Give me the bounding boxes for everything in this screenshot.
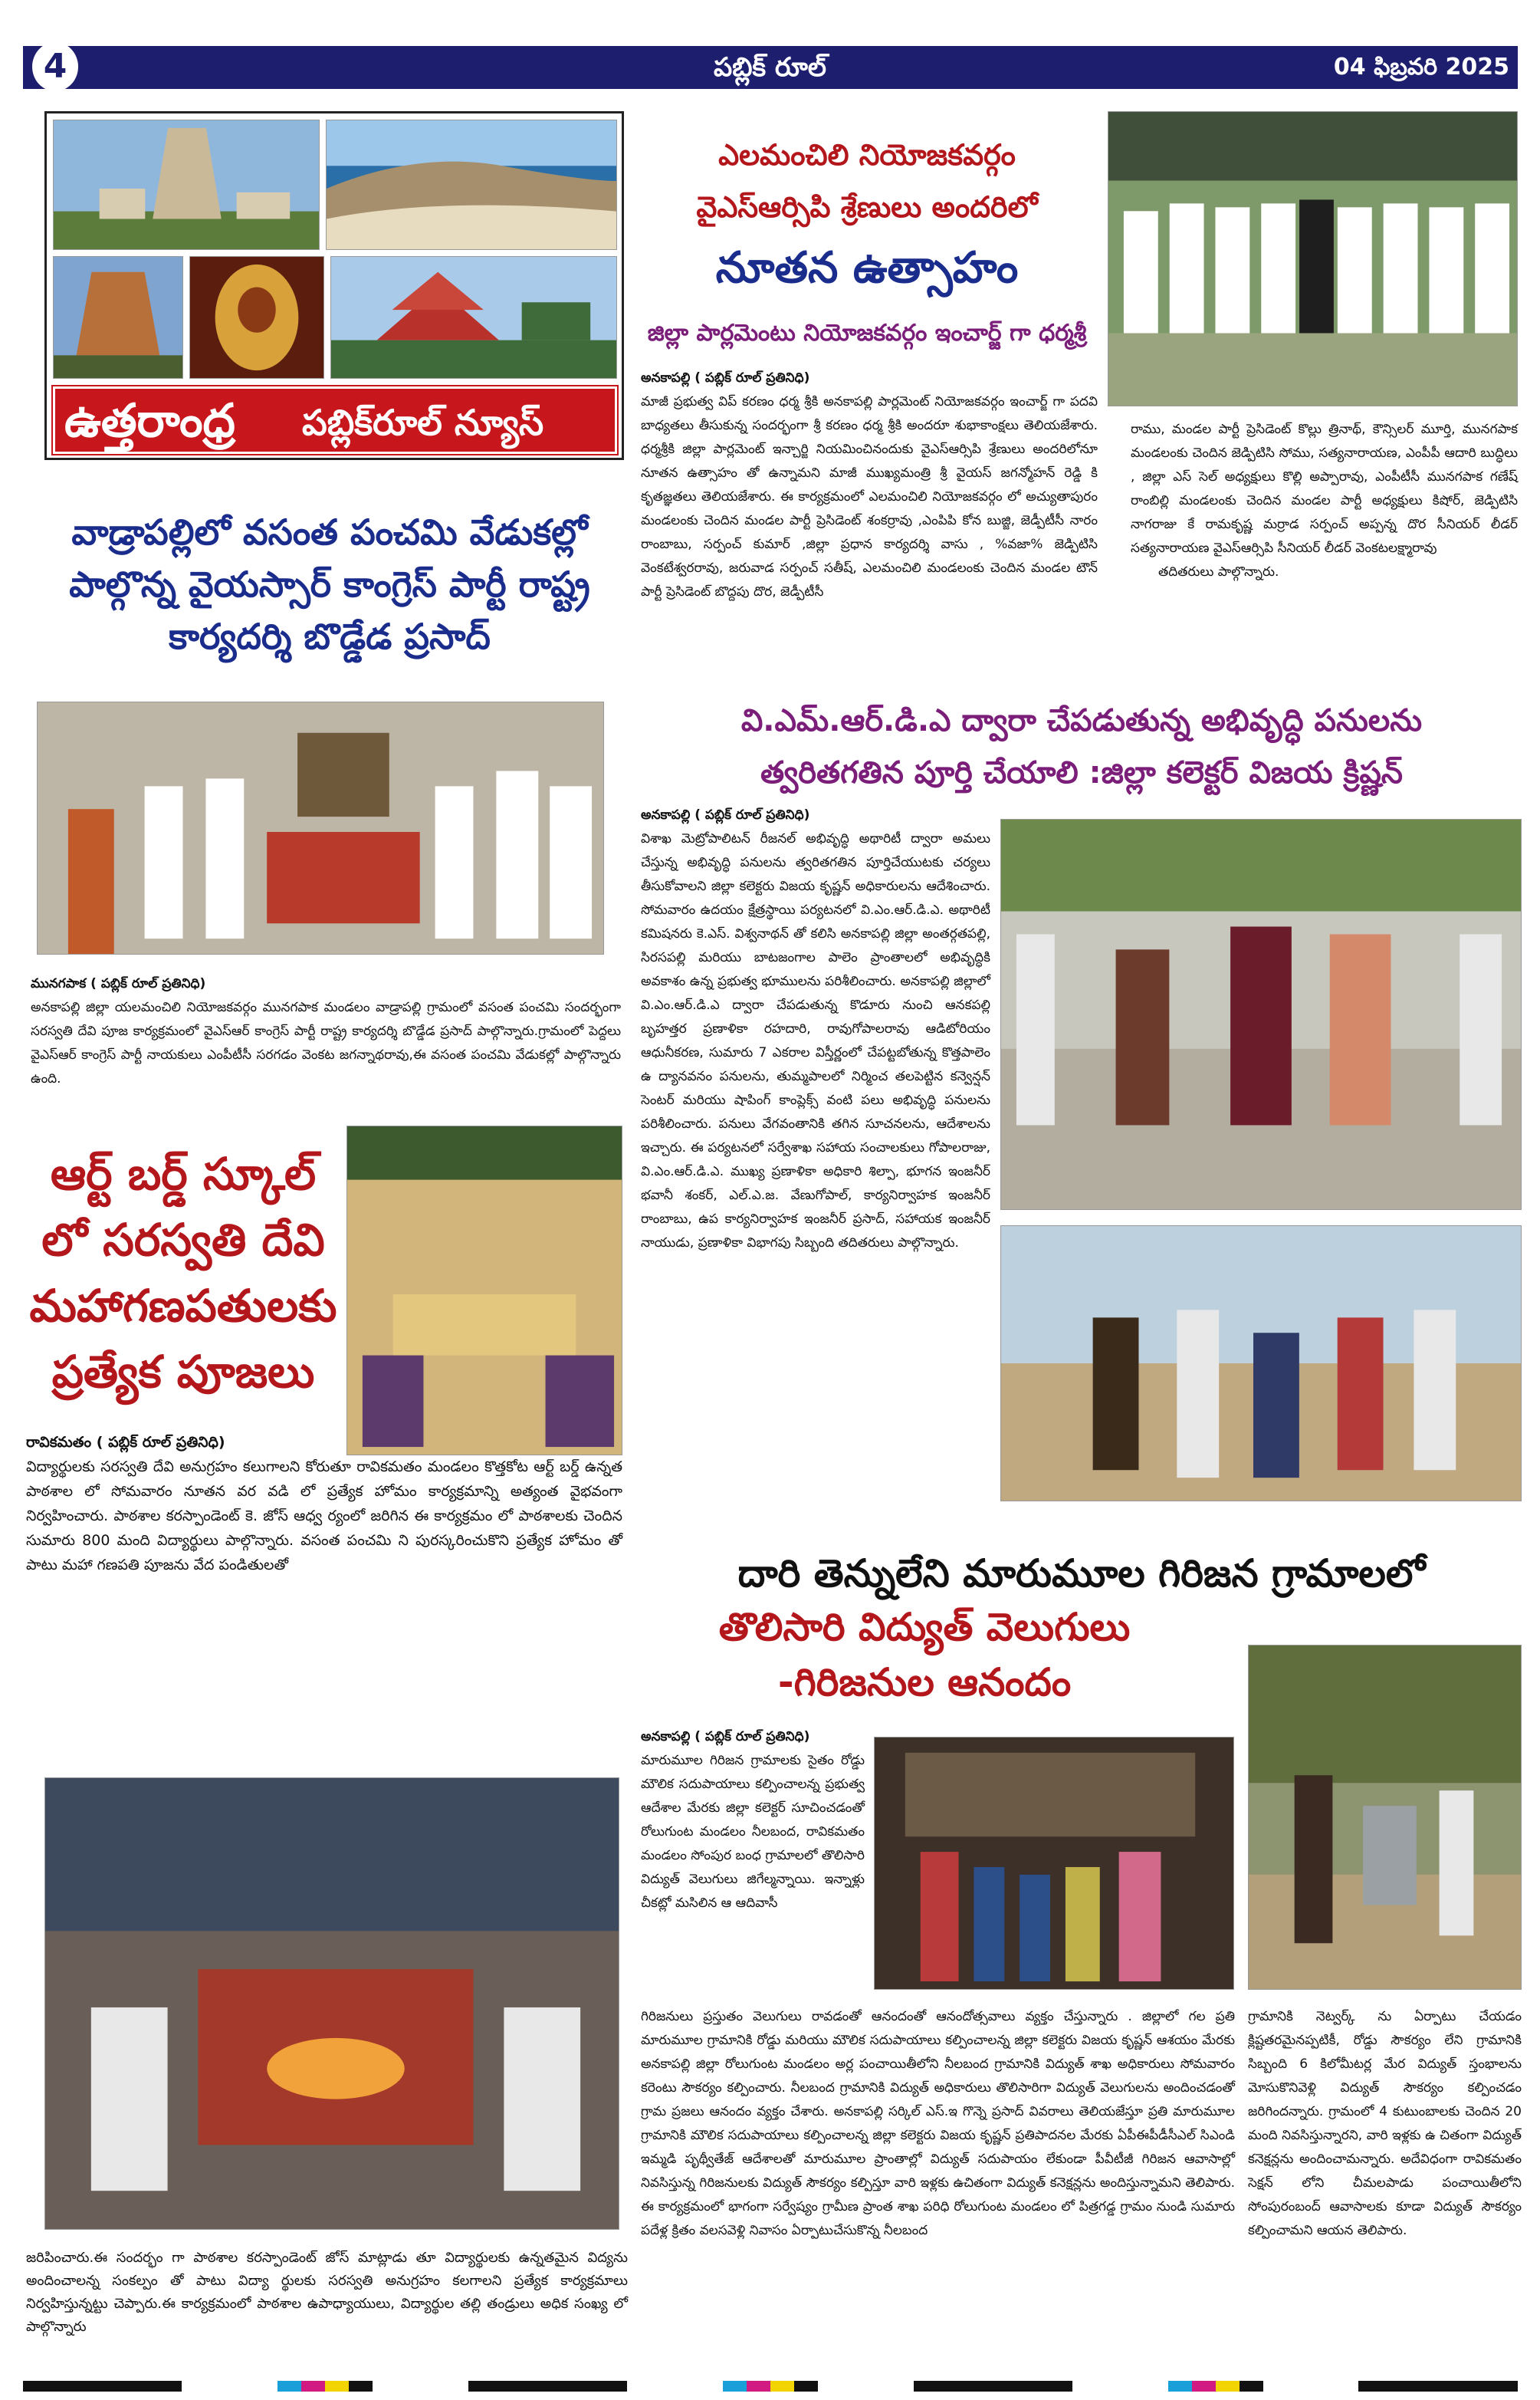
paper-name: పబ్లిక్ రూల్ [714,52,826,83]
story3-photo-top [1000,819,1522,1210]
story4-continued-text [26,2247,628,2365]
story2-body-left: మాజీ ప్రభుత్వ విప్ కరణం ధర్మ శ్రీకి అనకాపల్లి పార్లమెంట్ నియోజకవర్గం ఇంచార్జ్ గా పదవి బాధ్యతలు తీసుకున్న సందర్భంగా శ్రీ కరణం ధర్మ శ్రీకి అందరూ శుభాకాంక్షలు తెలియజేశారు. ధర్మశ్రీకి జిల్లా పార్లమెంట్ ఇన్చార్జి నియమించినందుకు వైఎస్ఆర్సిపి శ్రేణులు అందరిలోనూ నూతన ఉత్సాహం తో ఉన్నామని మాజీ ముఖ్యమంత్రి శ్రీ వైయస్ జగన్మోహన్ రెడ్డి కి కృతజ్ఞతలు తెలియజేశారు. ఈ కార్యక్రమంలో ఎలమంచిలి నియోజకవర్గం లో అచ్యుతాపురం మండలంకు చెందిన మండల పార్టీ ప్రెసిడెంట్ శంకర్రావు ,ఎంపిపి కోన బుజ్జి, జెడ్పీటీసీ నారం రాంబాబు, సర్పంచ్ కుమార్ ,జిల్లా ప్రధాన కార్యదర్శి వాసు , %వజా% జెడ్పిటిసి వెంకటేశ్వరరావు, జరువాడ సర్పంచ్ సతీష్, ఎలమంచిలి మండలంకు చెందిన మండల టౌన్ పార్టీ ప్రెసిడెంట్ బొద్దపు దొర, జెడ్పీటీసీ [641,394,1098,600]
masthead-title: ఉత్తరాంధ్ర [64,394,235,448]
story5-body-wide: గిరిజనులు ప్రస్తుతం వెలుగులు రావడంతో ఆనందంతో ఆనందోత్సవాలు వ్యక్తం చేస్తున్నారు . జిల్లాలో గల ప్రతి మారుమూల గ్రామానికి రోడ్డు మరియు మౌలిక సదుపాయాలు కల్పించాలన్న జిల్లా కలెక్టరు విజయ కృష్ణన్ ఆశయం మేరకు అనకాపల్లి జిల్లా రోలుగుంట మండలం అర్ల పంచాయితీలోని నీలబంద గ్రామానికి విద్యుత్ శాఖ అధికారులు సోమవారం కరెంటు సౌకర్యం కల్పించారు. నీలబంద గ్రామానికి విద్యుత్ అధికారులు తొలిసారిగా విద్యుత్ వెలుగులను అందించడంతో గ్రామ ప్రజలు ఆనందం వ్యక్తం చేశారు. అనకాపల్లి సర్కిల్ ఎస్.ఇ గొన్నె ప్రసాద్ వివరాలు తెలియజేస్తూ ప్రతి మారుమూల గ్రామానికి మౌలిక సదుపాయాలు కల్పించాలన్న జిల్లా కలెక్టరు విజయ కృష్ణన్ ప్రతిపాదనల మేరకు ఏపీఈపీడీసీఎల్ సిఎండి ఇమ్మడి పృథ్వీతేజ్ ఆదేశాలతో మారుమూల ప్రాంతాల్లో విద్యుత్ సదుపాయం లేకుండా పీవీటీజీ గిరిజన ఆవాసాల్లో నివసిస్తున్న గిరిజనులకు విద్యుత్ సౌకర్యం కల్పిస్తూ వారి ఇళ్లకు ఉచితంగా విద్యుత్ కనెక్షన్లను అందిస్తున్నామని తెలిపారు. ఈ కార్యక్రమంలో భాగంగా సర్వేష్యం గ్రామీణ ప్రాంత శాఖ పరిధి రోలుగుంట మండలం లో పిత్రగడ్డ గ్రామం నుండి సుమారు పదేళ్ల క్రితం వలసవెళ్లి నివాసం ఏర్పాటుచేసుకొన్న నీలబంద [641,2009,1235,2238]
story2-photo [1108,111,1518,406]
masthead-subtitle: పబ్లిక్‌రూల్ న్యూస్ [302,402,544,443]
story2-text-right [1131,418,1518,682]
story5-photo-family [874,1737,1234,1990]
story3-dateline: అనకాపల్లి ( పబ్లిక్ రూల్ ప్రతినిధి) [641,807,810,823]
story5-text-col1 [641,1725,865,1997]
issue-date: 04 ఫిబ్రవరి 2025 [1333,54,1509,81]
story4-dateline: రావికమతం ( పబ్లిక్ రూల్ ప్రతినిధి) [26,1434,225,1451]
story4-text [26,1430,622,1767]
story5-photo-transformer [1248,1645,1522,1990]
story5-headline-line1: దారి తెన్నులేని మారుమూల గిరిజన గ్రామాలలో [737,1551,1426,1596]
story1-photo [37,702,604,955]
story3-text [641,804,990,1501]
story2-kicker2: వైఎస్ఆర్సిపి శ్రేణులు అందరిలో [696,190,1038,224]
story5-headline-line3: -గిరిజనుల ఆనందం [777,1660,1072,1705]
story5-body-right: గ్రామానికి నెట్వర్క్ ను ఏర్పాటు చేయడం క్లిష్టతరమైనప్పటికీ, రోడ్డు సౌకర్యం లేని గ్రామానికి సిబ్బంది 6 కిలోమీటర్ల మేర విద్యుత్ స్తంభాలను మోసుకొనివెళ్లి విద్యుత్ సౌకర్యం కల్పించడం జరిగిందన్నారు. గ్రామంలో 4 కుటుంబాలకు చెందిన 20 మంది నివసిస్తున్నారని, వారి ఇళ్లకు ఉ చితంగా విద్యుత్ కనెక్షన్లను అందించామన్నారు. అదేవిధంగా రావికమతం సెక్షన్ లోని చీమలపాడు పంచాయితీలోని సోంపురంబంద్ ఆవాసాలకు కూడా విద్యుత్ సౌకర్యం కల్పించామని ఆయన తెలిపారు. [1248,2009,1522,2238]
masthead-block [44,111,624,460]
story1-dateline: మునగపాక ( పబ్లిక్ రూల్ ప్రతినిధి) [31,976,206,991]
temple-photo [53,120,320,250]
story4-photo [346,1126,622,1455]
story4-headline: ఆర్ట్ బర్డ్ స్కూల్ లో సరస్వతి దేవి మహాగణపతులకు ప్రత్యేక పూజలు [29,1148,337,1398]
story2-text-left [641,367,1098,681]
story3-headline-line2: త్వరితగతిన పూర్తి చేయాలి :జిల్లా కలెక్టర్ విజయ క్రిష్ణన్ [760,755,1403,791]
story2-subhead: జిల్లా పార్లమెంటు నియోజకవర్గం ఇంచార్జ్ గా ధర్మశ్రీ [647,320,1087,347]
story2-closing: తదితరులు పాల్గొన్నారు. [1158,564,1279,580]
story3-photo-bottom [1000,1225,1522,1501]
story5-body-col1: మారుమూల గిరిజన గ్రామాలకు సైతం రోడ్డు మౌలిక సదుపాయాలు కల్పించాలన్న ప్రభుత్వ ఆదేశాల మేరకు జిల్లా కలెక్టర్ సూచించడంతో రోలుగుంట మండలం నీలబంద, రావికమతం మండలం సోంపుర బంధ గ్రామాలలో తొలిసారి విద్యుత్ వెలుగులు జిగేల్మన్నాయి. ఇన్నాళ్లు చీకట్లో మసిలిన ఆ ఆదివాసీ [641,1753,865,1911]
story2-headline: నూతన ఉత్సాహం [715,243,1019,293]
story4-body: విద్యార్థులకు సరస్వతి దేవి అనుగ్రహం కలుగాలని కోరుతూ రావికమతం మండలం కొత్తకోట ఆర్ట్ బర్డ్ ఉన్నత పాఠశాల లో సోమవారం నూతన వర వడి లో ప్రత్యేక హోమం కార్యక్రమాన్ని అత్యంత వైభవంగా నిర్వహించారు. పాఠశాల కరస్పాండెంట్ కె. జోస్ ఆధ్వ ర్యంలో జరిగిన ఈ కార్యక్రమం లో పాఠశాలకు చెందిన సుమారు 800 మంది విద్యార్థులు పాల్గొన్నారు. వసంత పంచమి ని పురస్కరించుకొని ప్రత్యేక హోమం తో పాటు మహా గణపతి పూజను వేద పండితులతో [26,1458,622,1573]
story1-headline: వాడ్రాపల్లిలో వసంత పంచమి వేడుకల్లో పాల్గొన్న వైయస్సార్ కాంగ్రెస్ పార్టీ రాష్ట్ర కార్యదర్శి బొడ్డేడ ప్రసాద్ [69,511,590,657]
deity-photo [189,256,324,379]
story3-headline-line1: వి.ఎమ్.ఆర్.డి.ఎ ద్వారా చేపడుతున్న అభివృద్ధి పనులను [740,703,1423,738]
story1-body: అనకాపల్లి జిల్లా యలమంచిలి నియోజకవర్గం మునగపాక మండలం వాడ్రాపల్లి గ్రామంలో వసంత పంచమి సందర్భంగా సరస్వతి దేవి పూజ కార్యక్రమంలో వైఎస్ఆర్ కాంగ్రెస్ పార్టీ రాష్ట్ర కార్యదర్శి బొడ్డేడ ప్రసాద్ పాల్గొన్నారు.గ్రామంలో పెద్దలు వైఎస్ఆర్ కాంగ్రెస్ పార్టీ నాయకులు ఎంపీటీసీ సరగడం వెంకట జగన్నాథరావు,ఈ వసంత పంచమి వేడుకల్లో పాల్గొన్నారు ఉంది. [31,1000,621,1087]
story5-headline-line2: తొలిసారి విద్యుత్ వెలుగులు [718,1605,1131,1649]
story5-dateline: అనకాపల్లి ( పబ్లిక్ రూల్ ప్రతినిధి) [641,1729,810,1744]
story2-kicker1: ఎలమంచిలి నియోజకవర్గం [718,138,1016,172]
story4-photo-large [44,1777,619,2230]
page-number: 4 [32,42,78,91]
masthead-banner [53,386,617,454]
pagoda-photo [330,256,617,379]
story2-dateline: అనకాపల్లి ( పబ్లిక్ రూల్ ప్రతినిధి) [641,370,810,386]
story3-body: విశాఖ మెట్రోపాలిటన్ రీజనల్ అభివృద్ధి అథారిటీ ద్వారా అమలు చేస్తున్న అభివృద్ధి పనులను త్వరితగతిన పూర్తిచేయుటకు చర్యలు తీసుకోవాలని జిల్లా కలెక్టరు విజయ కృష్ణన్ అధికారులను ఆదేశించారు. సోమవారం ఉదయం క్షేత్రస్థాయి పర్యటనలో వి.ఎం.ఆర్.డి.ఎ. అథారిటీ కమిషనరు కె.ఎస్. విశ్వనాథన్ తో కలిసి అనకాపల్లి జిల్లా అంతర్గతపల్లి, సిరసపల్లి మరియు బాటజంగాల పాలెం ప్రాంతాలలో అభివృద్ధికి అవకాశం ఉన్న ప్రభుత్వ భూములను పరిశీలించారు. అనకాపల్లి జిల్లాలో వి.ఎం.ఆర్.డి.ఎ ద్వారా చేపడుతున్న కొడూరు నుంచి ఆనకపల్లి బృహత్తర ప్రణాళికా రహదారి, రావుగోపాలరావు ఆడిటోరియం ఆధునీకరణ, సుమారు 7 ఎకరాల విస్తీర్ణంలో చేపట్టబోతున్న కొత్తపాలెం ఉ ద్యానవనం పనులను, తుమ్మపాలలో నిర్మించ తలపెట్టిన కన్వెన్షన్ సెంటర్ మరియు షాపింగ్ కాంప్లెక్స్ వంటి పలు అభివృద్ధి పనులను పరిశీలించారు. పనులు వేగవంతానికి తగిన సూచనలను, ఆదేశాలను ఇచ్చారు. ఈ పర్యటనలో సర్వేశాఖ సహాయ సంచాలకులు గోపాలరాజు, వి.ఎం.ఆర్.డి.ఎ. ముఖ్య ప్రణాళికా అధికారి శిల్పా, భూగన ఇంజనీర్ భవానీ శంకర్, ఎల్.ఎ.జ. వేణుగోపాల్, కార్యనిర్వాహక ఇంజనీర్ రాంబాబు, ఉప కార్యనిర్వాహక ఇంజనీర్ ప్రసాద్, సహాయక ఇంజనీర్ నాయుడు, ప్రణాళికా విభాగపు సిబ్బంది తదితరులు పాల్గొన్నారు. [641,831,990,1251]
shrine-photo [53,256,183,379]
story5-text-wide [641,2005,1235,2365]
coast-photo [326,120,617,250]
footer-strip [23,2381,1518,2392]
story1-text [31,972,621,1087]
story2-body-right: రాము, మండల పార్టీ ప్రెసిడెంట్ కొల్లు త్రినాథ్, కౌన్సిలర్ మూర్తి, మునగపాక మండలంకు చెందిన జెడ్పిటిసి సోము, సత్యనారాయణ, ఎంపీపీ ఆదారి బుద్ధిలు , జిల్లా ఎస్ సెల్ అధ్యక్షులు కొల్లి అప్పారావు, ఎంపీటీసీ మునగపాక గణేష్ రాంబిల్లి మండలంకు చెందిన మండల పార్టీ అధ్యక్షులు కిషోర్, జెడ్పిటిసి నాగరాజు కే రామకృష్ణ మర్రాడ సర్పంచ్ అప్పన్న దొర సీనియర్ లీడర్ సత్యనారాయణ వైఎస్ఆర్సిపి సీనియర్ లీడర్ వెంకటలక్ష్మారావు [1131,422,1518,556]
story4-continued: జరిపించారు.ఈ సందర్భం గా పాఠశాల కరస్పాండెంట్ జోస్ మాట్లాడు తూ విద్యార్థులకు ఉన్నతమైన విద్యను అందించాలన్న సంకల్పం తో పాటు విద్యా ర్థులకు సరస్వతి అనుగ్రహం కలగాలని ప్రత్యేక కార్యక్రమాలు నిర్వహిస్తున్నట్టు చెప్పారు.ఈ కార్యక్రమంలో పాఠశాల ఉపాధ్యాయులు, విద్యార్థుల తల్లి తండ్రులు అధిక సంఖ్య లో పాల్గొన్నారు [26,2250,628,2335]
story5-text-right [1248,2005,1522,2365]
